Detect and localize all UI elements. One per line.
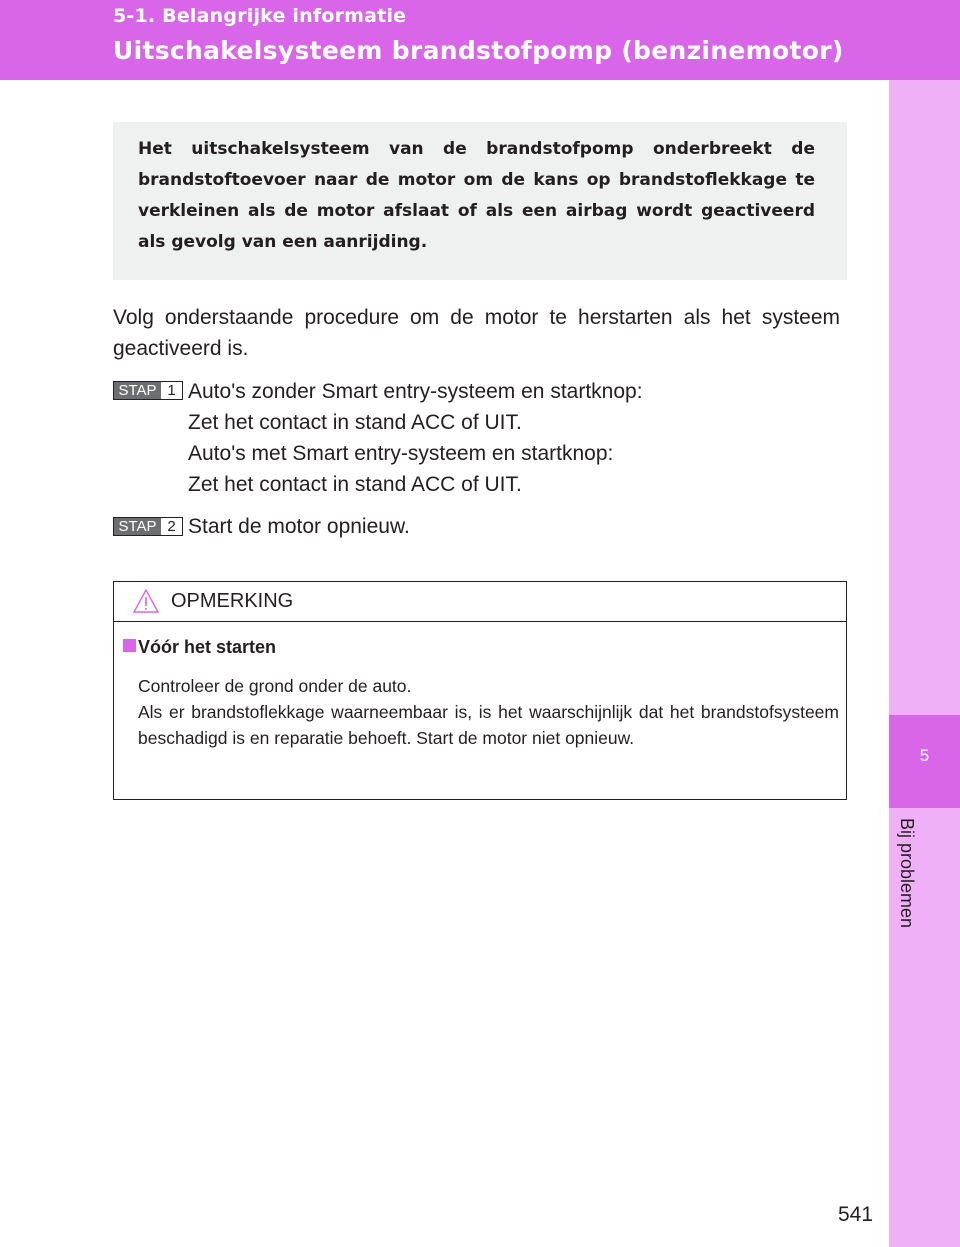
step-1-line-1: Auto's zonder Smart entry-systeem en startknop: bbox=[188, 380, 643, 403]
chapter-side-tab bbox=[889, 80, 960, 1247]
warning-triangle-icon bbox=[133, 589, 159, 613]
note-text: Controleer de grond onder de auto. Als er brandstoflekkage waarneembaar is, is het waarschijnlijk dat het brandstofsysteem beschadigd is en reparatie behoeft. Start de motor niet opnieuw. bbox=[138, 676, 839, 748]
step-badge-number: 2 bbox=[161, 518, 182, 535]
note-header bbox=[114, 582, 846, 622]
step-1-line-3: Auto's met Smart entry-systeem en startknop: bbox=[188, 442, 614, 465]
step-1-badge bbox=[113, 381, 183, 400]
page-title: Uitschakelsysteem brandstofpomp (benzinemotor) bbox=[113, 36, 844, 65]
step-2-badge bbox=[113, 517, 183, 536]
chapter-number-tab bbox=[889, 715, 960, 808]
square-bullet-icon bbox=[123, 639, 136, 652]
step-1-line-2: Zet het contact in stand ACC of UIT. bbox=[188, 411, 522, 434]
section-title: 5-1. Belangrijke informatie bbox=[113, 5, 407, 27]
note-title: OPMERKING bbox=[171, 590, 294, 612]
step-2-line-1: Start de motor opnieuw. bbox=[188, 515, 410, 538]
step-1-line-4: Zet het contact in stand ACC of UIT. bbox=[188, 473, 522, 496]
intro-box bbox=[113, 122, 847, 280]
step-badge-number: 1 bbox=[161, 382, 182, 399]
chapter-number: 5 bbox=[919, 746, 930, 765]
chapter-label: Bij problemen bbox=[897, 818, 917, 929]
intro-text: Het uitschakelsysteem van de brandstofpomp onderbreekt de brandstoftoevoer naar de motor om de kans op brandstoflekkage te verkleinen als de motor afslaat of als een airbag wordt geactiveerd als gevolg van een aanrijding. bbox=[138, 139, 815, 252]
step-badge-label: STAP bbox=[114, 518, 161, 535]
step-badge-label: STAP bbox=[114, 382, 161, 399]
note-box bbox=[113, 581, 847, 800]
body-paragraph: Volg onderstaande procedure om de motor te herstarten als het systeem geactiveerd is. bbox=[113, 306, 840, 360]
page-number: 541 bbox=[838, 1203, 874, 1226]
note-subheading: Vóór het starten bbox=[138, 637, 277, 657]
page-header bbox=[0, 0, 960, 80]
